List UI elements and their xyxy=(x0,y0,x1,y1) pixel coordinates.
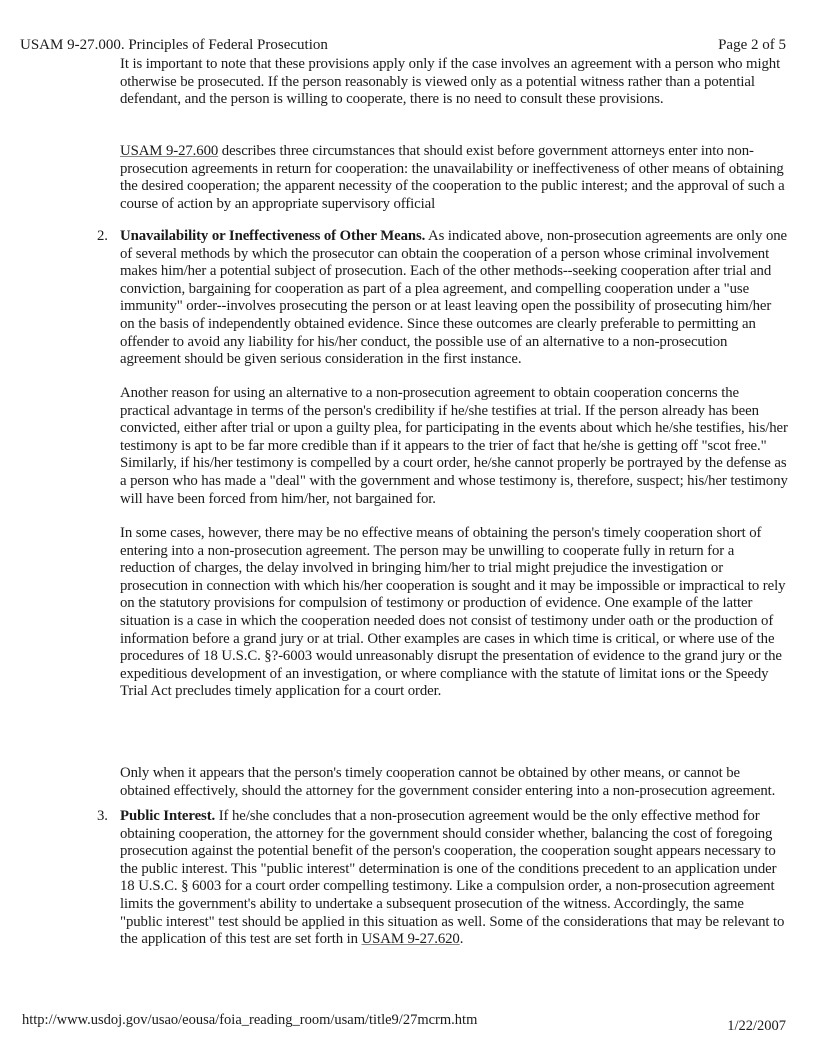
usam-9-27-600-link[interactable]: USAM 9-27.600 xyxy=(120,143,219,159)
item-heading: Public Interest. xyxy=(120,808,216,824)
usam-9-27-620-link[interactable]: USAM 9-27.620 xyxy=(361,931,460,948)
list-item-3 xyxy=(97,808,788,949)
item-end: . xyxy=(459,931,464,948)
print-date: 1/22/2007 xyxy=(727,1018,786,1034)
paragraph-only-when: Only when it appears that the person's timely cooperation cannot be obtained by other means, or cannot be obtained effectively, should the attorney for the government consider entering into a non-prosecution agreement. xyxy=(120,765,776,799)
paragraph-no-effective-means: In some cases, however, there may be no effective means of obtaining the person's timely cooperation short of entering into a non-prosecution agreement. The person may be unwilling to cooperate fully in return for a reduction of charges, the delay involved in bringing him/her to trial might prejudice the investigation or prosecution in connection with which his/her cooperation is sought and it may be impossible or impractical to rely on the statutory provisions for compulsion of testimony or production of evidence. One example of the latter situation is a case in which the cooperation needed does not consist of testimony under oath or the production of information before a grand jury or at trial. Other examples are cases in which time is critical, or where use of the procedures of 18 U.S.C. §?-6003 would unreasonably disrupt the presentation of evidence to the grand jury or the expeditious development of an investigation, or where compliance with the statute of limitat ions or the Speedy Trial Act precludes timely application for a court order. xyxy=(120,525,786,700)
list-item-2 xyxy=(97,228,788,369)
paragraph-text: describes three circumstances that should exist before government attorneys enter into non-prosecution agreements in return for cooperation: the unavailability or ineffectiveness of other means of obtaining the desired cooperation; the apparent necessity of the cooperation to the public interest; and the approval of such a course of action by an appropriate supervisory official xyxy=(120,143,785,212)
item-heading: Unavailability or Ineffectiveness of Other Means. xyxy=(120,228,426,244)
item-text: If he/she concludes that a non-prosecution agreement would be the only effective method for obtaining cooperation, the attorney for the government should consider whether, balancing the cost of foregoing prosecution against the potential benefit of the person's cooperation, the cooperation sought appears necessary to the public interest. This "public interest" determination is one of the conditions precedent to an application under 18 U.S.C. § 6003 for a court order compelling testimony. Like a compulsion order, a non-prosecution agreement limits the government's ability to undertake a subsequent prosecution of the witness. Accordingly, the same "public interest" test should be applied in this situation as well. Some of the considerations that may be relevant to the application of this test are set forth in xyxy=(120,808,785,948)
paragraph-circumstances xyxy=(120,143,788,213)
item-text: As indicated above, non-prosecution agreements are only one of several methods by which the prosecutor can obtain the cooperation of a person whose criminal involvement makes him/her a potential subject of prosecution. Each of the other methods--seeking cooperation after trial and conviction, bargaining for cooperation as part of a plea agreement, and compelling cooperation under a "use immunity" order--involves prosecuting the person or at least leaving open the possibility of prosecuting him/her on the basis of independently obtained evidence. Since these outcomes are clearly preferable to permitting an offender to avoid any liability for his/her conduct, the possible use of an alternative to a non-prosecution agreement should be given serious consideration in the first instance. xyxy=(120,228,788,368)
document-title: USAM 9-27.000. Principles of Federal Prosecution xyxy=(20,37,328,53)
source-url: http://www.usdoj.gov/usao/eousa/foia_reading_room/usam/title9/27mcrm.htm xyxy=(22,1012,478,1028)
paragraph-credibility: Another reason for using an alternative to a non-prosecution agreement to obtain cooperation concerns the practical advantage in terms of the person's credibility if he/she testifies at trial. If the person already has been convicted, either after trial or upon a guilty plea, for participating in the events about which he/she testifies, his/her testimony is apt to be far more credible than if it appears to the trier of fact that he/she is getting off "scot free." Similarly, if his/her testimony is compelled by a court order, he/she cannot properly be portrayed by the defense as a person who has made a "deal" with the government and whose testimony is, therefore, suspect; his/her testimony will have been forced from him/her, not bargained for. xyxy=(120,385,788,507)
list-number: 3. xyxy=(97,808,108,824)
list-number: 2. xyxy=(97,228,108,244)
page-number: Page 2 of 5 xyxy=(718,37,786,53)
paragraph-scope: It is important to note that these provisions apply only if the case involves an agreement with a person who might otherwise be prosecuted. If the person reasonably is viewed only as a potential witness rather than a potential defendant, and the person is willing to cooperate, there is no need to consult these provisions. xyxy=(120,56,781,108)
